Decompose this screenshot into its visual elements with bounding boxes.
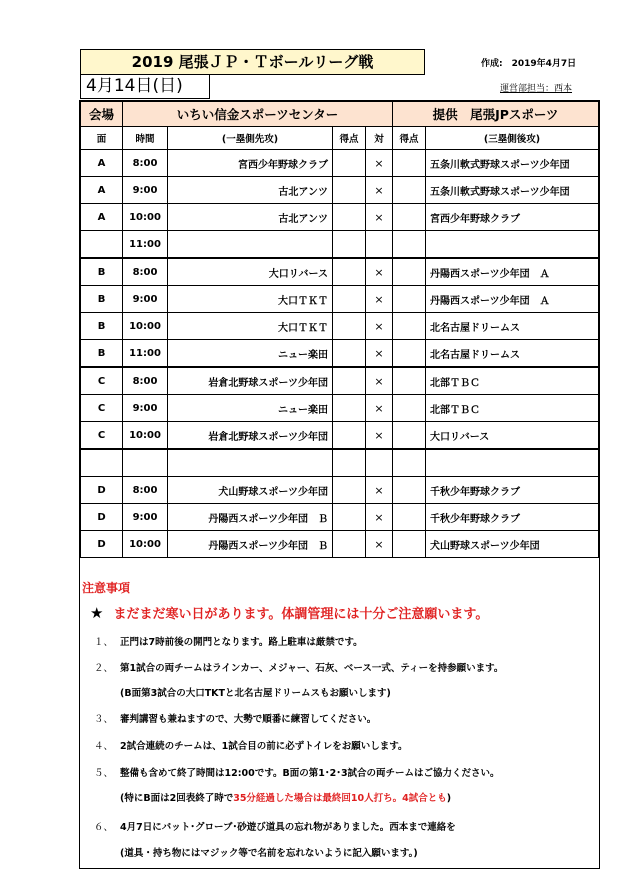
away-score-cell <box>393 150 426 177</box>
sponsor-name: 提供 尾張JPスポーツ <box>393 102 599 127</box>
vs-cell <box>366 231 393 259</box>
time-cell: 9:00 <box>123 504 168 531</box>
note-4: ４、 2試合連続のチームは、1試合目の前に必ずトイレをお願いします。 <box>94 741 408 752</box>
home-team-cell: 古北アンツ <box>168 204 333 231</box>
field-cell: D <box>81 504 123 531</box>
away-team-cell: 北名古屋ドリームス <box>426 340 599 368</box>
away-score-cell <box>393 340 426 368</box>
home-score-cell <box>333 313 366 340</box>
vs-cell: × <box>366 286 393 313</box>
note-1: １、 正門は7時前後の開門となります。路上駐車は厳禁です。 <box>94 637 363 648</box>
home-team-cell: 大口リバース <box>168 258 333 286</box>
away-team-cell: 北名古屋ドリームス <box>426 313 599 340</box>
away-score-cell <box>393 177 426 204</box>
away-score-cell <box>393 504 426 531</box>
field-cell: C <box>81 395 123 422</box>
vs-cell: × <box>366 504 393 531</box>
vs-cell <box>366 449 393 477</box>
schedule-row <box>81 340 599 368</box>
away-score-cell <box>393 531 426 558</box>
home-score-cell <box>333 449 366 477</box>
time-cell: 8:00 <box>123 150 168 177</box>
home-score-cell <box>333 477 366 504</box>
schedule-row <box>81 313 599 340</box>
schedule-row <box>81 258 599 286</box>
time-cell: 10:00 <box>123 204 168 231</box>
field-cell <box>81 449 123 477</box>
schedule-row <box>81 504 599 531</box>
home-score-cell <box>333 177 366 204</box>
manager-label: 運営部担当：西本 <box>500 84 573 94</box>
note-6: ６、 4月7日にバット･グローブ･砂遊び道具の忘れ物がありました。西本まで連絡を <box>94 822 456 833</box>
away-team-cell: 大口リバース <box>426 422 599 450</box>
schedule-row <box>81 286 599 313</box>
away-team-cell: 宮西少年野球クラブ <box>426 204 599 231</box>
schedule-row <box>81 422 599 450</box>
home-team-cell: 大口ＴＫＴ <box>168 286 333 313</box>
note-5-sub: (特にB面は2回表終了時で35分経過した場合は最終回10人打ち。4試合とも) <box>120 793 452 804</box>
schedule-row <box>81 204 599 231</box>
field-cell: A <box>81 150 123 177</box>
away-team-cell <box>426 231 599 259</box>
column-header-row <box>81 127 599 150</box>
away-team-cell: 丹陽西スポーツ少年団 Ａ <box>426 286 599 313</box>
created-date: 作成: 2019年4月7日 <box>481 59 577 69</box>
home-score-cell <box>333 531 366 558</box>
time-cell: 9:00 <box>123 286 168 313</box>
away-score-cell <box>393 286 426 313</box>
home-score-cell <box>333 150 366 177</box>
col-time: 時間 <box>123 127 168 150</box>
home-team-cell <box>168 449 333 477</box>
away-team-cell: 五条川軟式野球スポーツ少年団 <box>426 150 599 177</box>
col-first-base: (一塁側先攻) <box>168 127 333 150</box>
away-score-cell <box>393 477 426 504</box>
home-team-cell: 古北アンツ <box>168 177 333 204</box>
home-team-cell: 宮西少年野球クラブ <box>168 150 333 177</box>
home-score-cell <box>333 258 366 286</box>
vs-cell: × <box>366 150 393 177</box>
away-team-cell: 千秋少年野球クラブ <box>426 504 599 531</box>
time-cell: 10:00 <box>123 422 168 450</box>
time-cell: 9:00 <box>123 177 168 204</box>
away-team-cell <box>426 449 599 477</box>
away-team-cell: 千秋少年野球クラブ <box>426 477 599 504</box>
venue-header-row <box>81 102 599 127</box>
vs-cell: × <box>366 340 393 368</box>
home-score-cell <box>333 204 366 231</box>
home-score-cell <box>333 367 366 395</box>
vs-cell: × <box>366 177 393 204</box>
field-cell: C <box>81 422 123 450</box>
home-team-cell: 岩倉北野球スポーツ少年団 <box>168 367 333 395</box>
notes-title: 注意事項 <box>82 581 131 595</box>
schedule-row <box>81 367 599 395</box>
field-cell: D <box>81 531 123 558</box>
field-cell: B <box>81 313 123 340</box>
field-cell: B <box>81 258 123 286</box>
note-6-sub: (道具・持ち物にはマジック等で名前を忘れないように記入願います。) <box>120 848 418 859</box>
schedule-row <box>81 449 599 477</box>
time-cell: 9:00 <box>123 395 168 422</box>
time-cell: 10:00 <box>123 531 168 558</box>
schedule-row <box>81 531 599 558</box>
note-5: ５、 整備も含めて終了時間は12:00です。B面の第1･2･3試合の両チームはご協力ください。 <box>94 768 500 779</box>
star-icon: ★ <box>90 604 104 622</box>
home-team-cell: 大口ＴＫＴ <box>168 313 333 340</box>
home-team-cell: ニュー楽田 <box>168 395 333 422</box>
away-team-cell: 北部ＴＢＣ <box>426 367 599 395</box>
field-cell: A <box>81 204 123 231</box>
home-score-cell <box>333 340 366 368</box>
vs-cell: × <box>366 395 393 422</box>
col-field: 面 <box>81 127 123 150</box>
col-score-away: 得点 <box>393 127 426 150</box>
home-score-cell <box>333 504 366 531</box>
headline-text: まだまだ寒い日があります。体調管理には十分ご注意願います。 <box>113 607 489 622</box>
note-2-sub: (B面第3試合の大口TKTと北名古屋ドリームスもお願いします) <box>120 688 391 699</box>
away-score-cell <box>393 313 426 340</box>
notes-headline <box>90 603 488 622</box>
time-cell: 8:00 <box>123 367 168 395</box>
home-team-cell: 丹陽西スポーツ少年団 Ｂ <box>168 504 333 531</box>
away-team-cell: 犬山野球スポーツ少年団 <box>426 531 599 558</box>
home-team-cell: ニュー楽田 <box>168 340 333 368</box>
away-score-cell <box>393 258 426 286</box>
vs-cell: × <box>366 258 393 286</box>
field-cell: A <box>81 177 123 204</box>
away-score-cell <box>393 204 426 231</box>
away-score-cell <box>393 231 426 259</box>
schedule-sheet <box>79 100 600 869</box>
venue-label: 会場 <box>81 102 123 127</box>
time-cell <box>123 449 168 477</box>
home-team-cell: 丹陽西スポーツ少年団 Ｂ <box>168 531 333 558</box>
away-score-cell <box>393 449 426 477</box>
field-cell: B <box>81 286 123 313</box>
field-cell: D <box>81 477 123 504</box>
schedule-row <box>81 477 599 504</box>
col-third-base: (三塁側後攻) <box>426 127 599 150</box>
time-cell: 8:00 <box>123 477 168 504</box>
time-cell: 8:00 <box>123 258 168 286</box>
vs-cell: × <box>366 422 393 450</box>
time-cell: 11:00 <box>123 231 168 259</box>
event-date: 4月14日(日) <box>80 75 210 99</box>
time-cell: 10:00 <box>123 313 168 340</box>
schedule-table <box>80 101 599 558</box>
note-3: ３、 審判講習も兼ねますので、大勢で順番に練習してください。 <box>94 714 377 725</box>
away-team-cell: 五条川軟式野球スポーツ少年団 <box>426 177 599 204</box>
away-team-cell: 丹陽西スポーツ少年団 Ａ <box>426 258 599 286</box>
vs-cell: × <box>366 367 393 395</box>
home-score-cell <box>333 395 366 422</box>
col-vs: 対 <box>366 127 393 150</box>
home-score-cell <box>333 231 366 259</box>
field-cell: C <box>81 367 123 395</box>
home-team-cell: 犬山野球スポーツ少年団 <box>168 477 333 504</box>
home-team-cell <box>168 231 333 259</box>
vs-cell: × <box>366 477 393 504</box>
schedule-row <box>81 395 599 422</box>
schedule-row <box>81 150 599 177</box>
away-score-cell <box>393 395 426 422</box>
vs-cell: × <box>366 204 393 231</box>
venue-name: いちい信金スポーツセンター <box>123 102 393 127</box>
home-score-cell <box>333 422 366 450</box>
page-title: 2019 尾張ＪＰ・Ｔボールリーグ戦 <box>80 49 425 75</box>
note-2: ２、 第1試合の両チームはラインカー、メジャー、石灰、ベース一式、ティーを持参願います。 <box>94 663 504 674</box>
away-score-cell <box>393 367 426 395</box>
time-cell: 11:00 <box>123 340 168 368</box>
away-score-cell <box>393 422 426 450</box>
vs-cell: × <box>366 313 393 340</box>
field-cell: B <box>81 340 123 368</box>
field-cell <box>81 231 123 259</box>
away-team-cell: 北部ＴＢＣ <box>426 395 599 422</box>
col-score-home: 得点 <box>333 127 366 150</box>
schedule-row <box>81 177 599 204</box>
schedule-row <box>81 231 599 259</box>
home-score-cell <box>333 286 366 313</box>
home-team-cell: 岩倉北野球スポーツ少年団 <box>168 422 333 450</box>
vs-cell: × <box>366 531 393 558</box>
